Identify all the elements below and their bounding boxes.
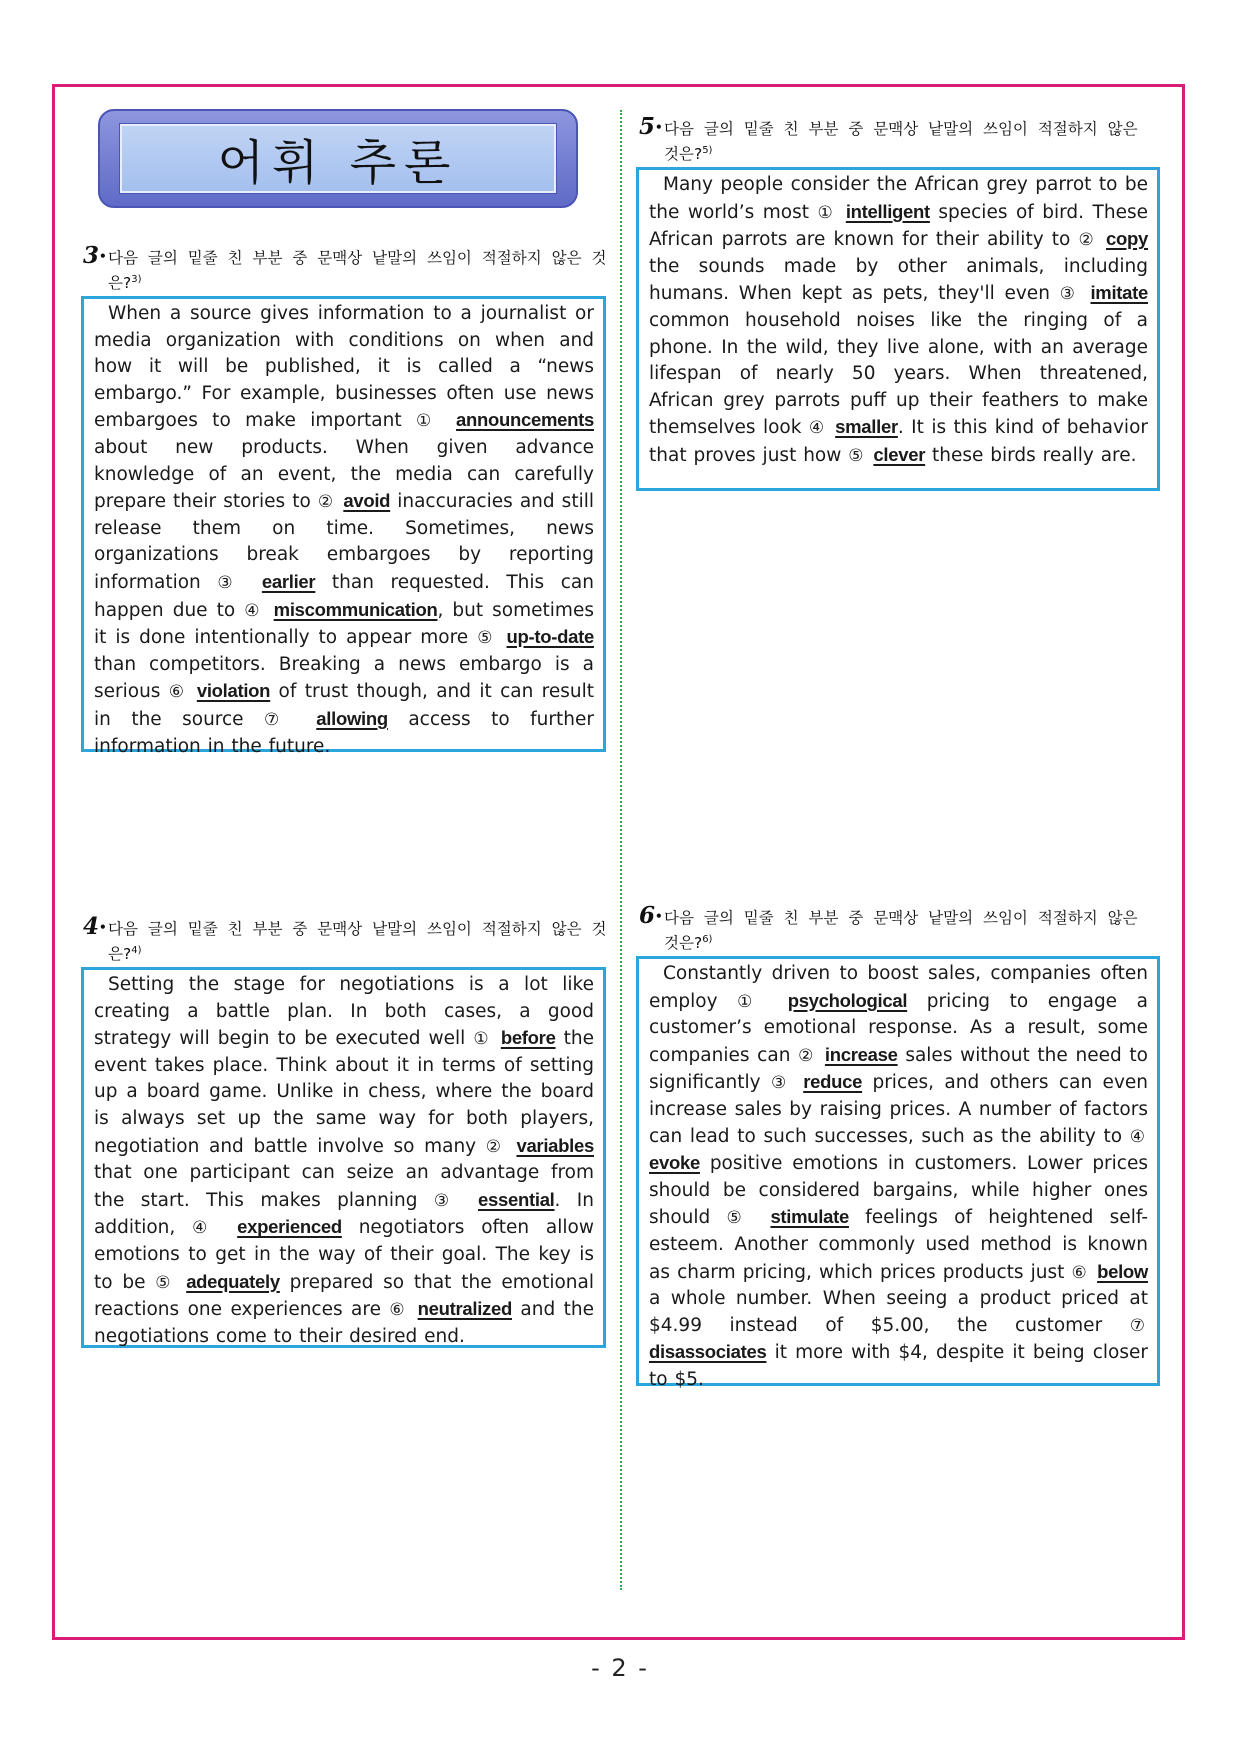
passage-text: of trust though, and it can result in the source [94, 681, 594, 730]
choice-number: ② [798, 1045, 815, 1066]
question-4-prompt: 다음 글의 밑줄 친 부분 중 문맥상 낱말의 쓰임이 적절하지 않은 것은? [108, 920, 607, 964]
underlined-word: below [1097, 1260, 1148, 1282]
underlined-word: before [500, 1027, 556, 1049]
passage-text: positive emotions in customers. Lower prices should be considered bargains, while higher ones should [649, 1153, 1148, 1229]
passage-text: inaccuracies and still release them on time. Sometimes, news organizations break embargoes by reporting information [94, 491, 594, 593]
question-6-passage [636, 956, 1160, 1390]
question-4-passage [81, 967, 606, 1348]
question-6-header [639, 902, 1160, 954]
question-5-prompt: 다음 글의 밑줄 친 부분 중 문맥상 낱말의 쓰임이 적절하지 않은 것은? [664, 120, 1138, 164]
passage-text: When a source gives information to a journalist or media organization with conditions on when and how it will be published, it is called a “news embargo.” For example, businesses often use news embargoes to make important [94, 303, 594, 432]
underlined-word: adequately [186, 1270, 280, 1292]
passage-text: Constantly driven to boost sales, companies often employ [649, 963, 1148, 1012]
passage-text: , but sometimes it is done intentionally to appear more [94, 599, 594, 649]
underlined-word: experienced [237, 1216, 342, 1238]
question-3-footnote: 3) [131, 274, 142, 285]
passage-text: than competitors. Breaking a news embargo is a serious [94, 653, 594, 703]
choice-number: ⑥ [1071, 1262, 1087, 1283]
underlined-word: intelligent [845, 200, 930, 222]
question-6-footnote: 6) [702, 934, 713, 945]
choice-number: ① [473, 1029, 490, 1050]
passage-text: common household noises like the ringing of a phone. In the wild, they live alone, with an average lifespan of nearly 50 years. When threatened, African grey parrots puff up their feathers to make themselves look [649, 309, 1148, 439]
choice-number: ③ [771, 1073, 790, 1094]
passage-text: species of bird. These African parrots are known for their ability to [649, 201, 1148, 251]
choice-number: ① [817, 202, 835, 223]
section-title-banner [98, 109, 578, 208]
passage-text: feelings of heightened self-esteem. Another commonly used method is known as charm pricing, which prices products just [649, 1207, 1149, 1283]
passage-text: Setting the stage for negotiations is a lot like creating a battle plan. In both cases, a good strategy will begin to be executed well [94, 974, 594, 1050]
underlined-word: variables [516, 1134, 594, 1156]
passage-text: that one participant can seize an advantage from the start. This makes planning [94, 1162, 594, 1211]
underlined-word: allowing [316, 707, 388, 729]
passage-text: sales without the need to significantly [649, 1044, 1148, 1094]
underlined-word: miscommunication [273, 598, 438, 620]
underlined-word: imitate [1090, 282, 1148, 304]
choice-number: ② [485, 1136, 504, 1157]
section-title: 어휘 추론 [217, 135, 459, 191]
question-3-prompt: 다음 글의 밑줄 친 부분 중 문맥상 낱말의 쓰임이 적절하지 않은 것은? [108, 249, 607, 293]
choice-number: ④ [808, 418, 825, 439]
question-4-footnote: 4) [131, 945, 142, 956]
underlined-word: essential [478, 1188, 555, 1210]
choice-number: ③ [1059, 284, 1078, 305]
choice-number: ⑤ [726, 1208, 752, 1229]
passage-text: and the negotiations come to their desired end. [94, 1299, 594, 1347]
underlined-word: neutralized [417, 1298, 512, 1320]
passage-text: the sounds made by other animals, including humans. When kept as pets, they'll even [649, 255, 1148, 305]
choice-number: ① [415, 411, 439, 432]
question-3-header [83, 242, 607, 294]
section-title-inner [120, 124, 556, 193]
question-6-number: 6• [639, 902, 663, 929]
passage-text: than requested. This can happen due to [94, 571, 594, 621]
underlined-word: avoid [343, 490, 391, 512]
question-5-number: 5• [639, 113, 663, 140]
passage-text: . It is this kind of behavior that proves just how [649, 417, 1148, 466]
passage-text: it more with $4, despite it being closer to $5. [649, 1342, 1148, 1390]
choice-number: ⑦ [1129, 1315, 1145, 1336]
question-3-number: 3• [83, 242, 107, 269]
underlined-word: smaller [835, 416, 898, 438]
question-4-text [94, 972, 594, 1350]
choice-number: ① [737, 991, 766, 1012]
choice-number: ⑥ [389, 1300, 407, 1321]
choice-number: ⑥ [168, 682, 186, 703]
underlined-word: evoke [649, 1152, 700, 1174]
question-5-passage [636, 167, 1160, 491]
passage-text: prices, and others can even increase sales by raising prices. A number of factors can lead to such successes, such as the ability to [649, 1072, 1148, 1147]
underlined-word: increase [824, 1043, 898, 1065]
passage-text: Many people consider the African grey parrot to be the world’s most [649, 174, 1148, 223]
choice-number: ④ [192, 1218, 218, 1239]
choice-number: ④ [1129, 1126, 1145, 1147]
question-5-footnote: 5) [702, 145, 713, 156]
underlined-word: reduce [803, 1071, 863, 1093]
underlined-word: up-to-date [506, 626, 594, 648]
underlined-word: earlier [261, 570, 316, 592]
choice-number: ⑤ [477, 628, 495, 649]
choice-number: ② [317, 492, 334, 513]
page-number: - 2 - [591, 1654, 649, 1682]
passage-text: . In addition, [94, 1189, 594, 1239]
underlined-word: stimulate [770, 1206, 849, 1228]
choice-number: ⑤ [848, 445, 864, 466]
underlined-word: announcements [456, 409, 594, 431]
underlined-word: violation [196, 680, 271, 702]
question-3-passage [81, 296, 606, 757]
choice-number: ③ [217, 572, 243, 593]
question-4-header [83, 913, 607, 965]
underlined-word: clever [873, 443, 926, 465]
question-4-number: 4• [83, 913, 107, 940]
underlined-word: disassociates [649, 1341, 767, 1363]
column-divider [620, 110, 622, 1590]
passage-text: prepared so that the emotional reactions one experiences are [94, 1271, 594, 1321]
passage-text: a whole number. When seeing a product priced at $4.99 instead of $5.00, the customer [649, 1288, 1148, 1336]
question-5-text [649, 172, 1148, 470]
passage-text: about new products. When given advance knowledge of an event, the media can carefully prepare their stories to [94, 436, 594, 513]
choice-number: ④ [244, 600, 262, 621]
passage-text: pricing to engage a customer’s emotional response. As a result, some companies can [649, 990, 1148, 1066]
question-6-text [649, 961, 1148, 1394]
passage-text: negotiators often allow emotions to get in the way of their goal. The key is to be [94, 1217, 595, 1293]
passage-text: the event takes place. Think about it in terms of setting up a board game. Unlike in chess, where the board is always set up the same way for both players, negotiation and battle involve so many [94, 1028, 594, 1157]
passage-text: access to further information in the future. [94, 708, 594, 757]
choice-number: ③ [433, 1190, 459, 1211]
choice-number: ⑤ [155, 1272, 174, 1293]
underlined-word: copy [1106, 228, 1148, 250]
choice-number: ⑦ [264, 709, 293, 730]
underlined-word: psychological [787, 989, 908, 1011]
choice-number: ② [1078, 230, 1095, 251]
question-5-header [639, 113, 1160, 165]
question-6-prompt: 다음 글의 밑줄 친 부분 중 문맥상 낱말의 쓰임이 적절하지 않은 것은? [664, 909, 1138, 953]
passage-text: these birds really are. [925, 444, 1137, 466]
question-3-text [94, 301, 594, 760]
